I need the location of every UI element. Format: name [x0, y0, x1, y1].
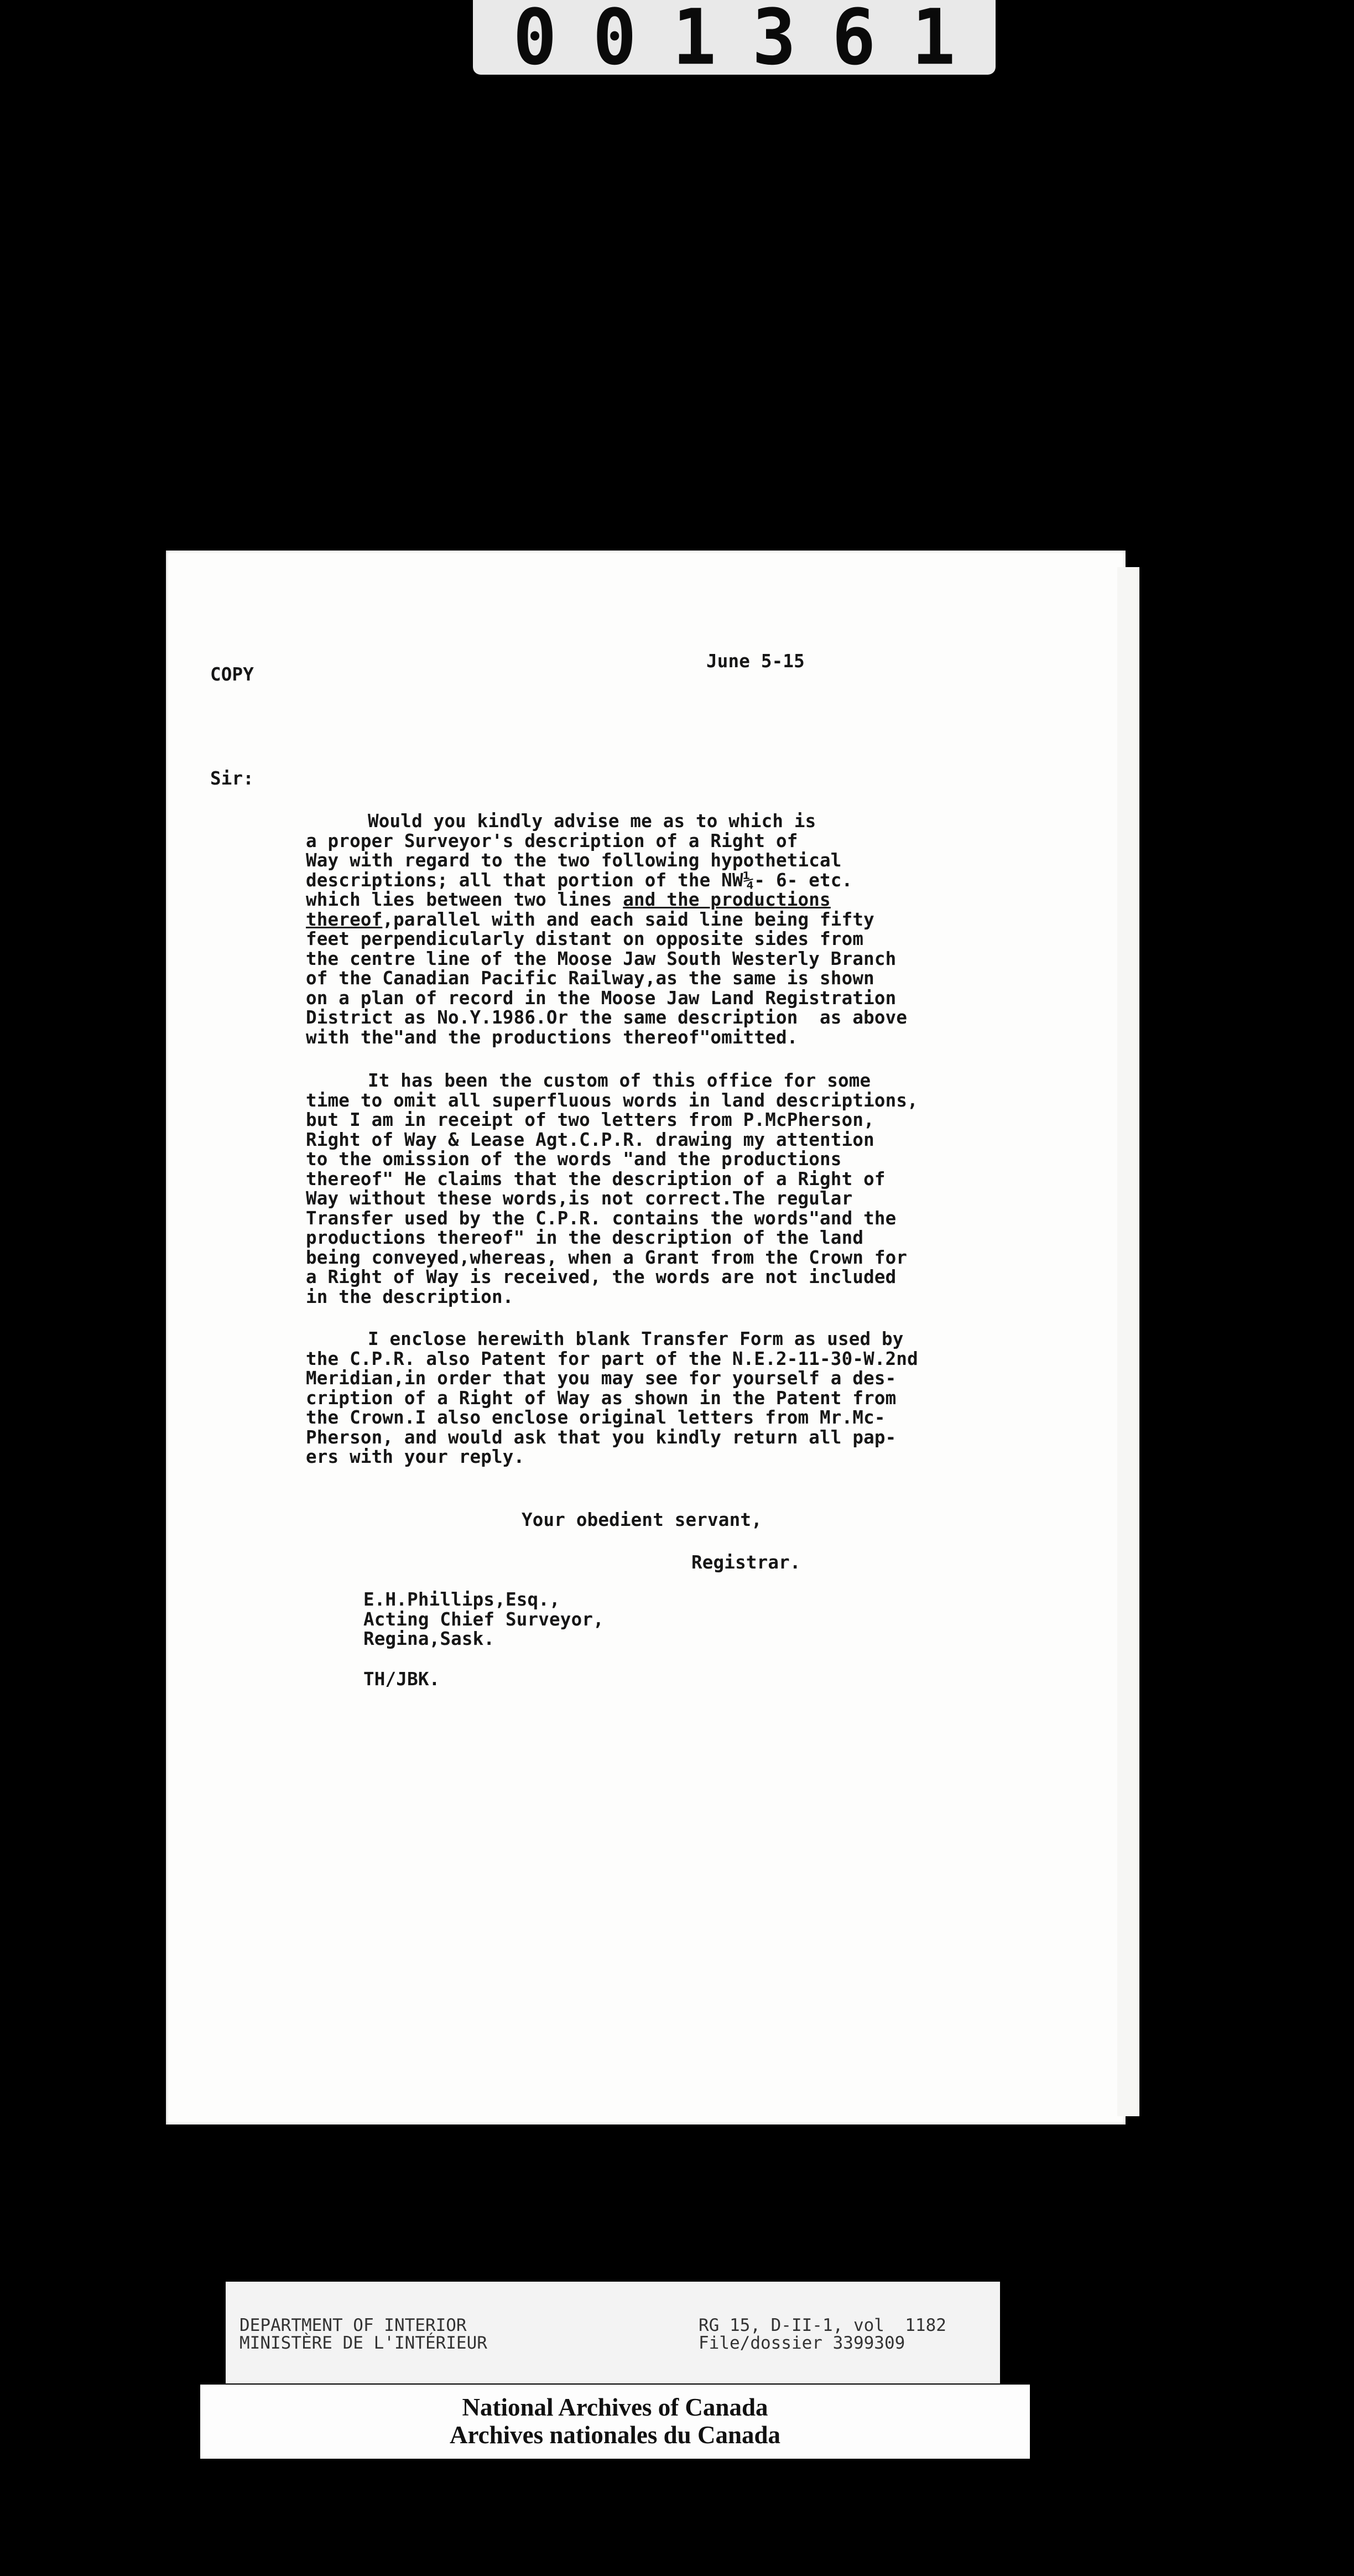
text-line: descriptions; all that portion of the NW¼- 6- etc. — [306, 869, 853, 891]
department-en: DEPARTMENT OF INTERIOR — [239, 2315, 467, 2335]
addressee-line: Acting Chief Surveyor, — [363, 1608, 604, 1630]
reference-box — [226, 2282, 1000, 2383]
frame-digit: 0 — [592, 0, 637, 82]
file-number: File/dossier 3399309 — [699, 2333, 905, 2353]
archives-english: National Archives of Canada — [462, 2393, 768, 2421]
text-line: to the omission of the words "and the productions — [306, 1149, 842, 1170]
text-line: a proper Surveyor's description of a Right of — [306, 830, 798, 851]
text-line: cription of a Right of Way as shown in the Patent from — [306, 1387, 897, 1409]
department-fr: MINISTÈRE DE L'INTÉRIEUR — [239, 2333, 487, 2353]
frame-digit: 6 — [831, 0, 876, 82]
text-line: Way without these words,is not correct.The regular — [306, 1188, 853, 1209]
text-line: District as No.Y.1986.Or the same description as above — [306, 1007, 908, 1028]
text-line: the Crown.I also enclose original letters from Mr.Mc- — [306, 1407, 886, 1428]
frame-digit: 1 — [672, 0, 717, 82]
text-line: ers with your reply. — [306, 1446, 525, 1467]
initials: TH/JBK. — [363, 1669, 440, 1690]
text-line: productions thereof" in the description of the land — [306, 1227, 864, 1248]
frame-digit: 3 — [752, 0, 796, 82]
text-line: in the description. — [306, 1286, 514, 1307]
department-name — [239, 2317, 487, 2352]
paragraph-1 — [306, 811, 908, 1048]
record-group: RG 15, D-II-1, vol 1182 — [699, 2315, 946, 2335]
file-reference — [699, 2317, 946, 2352]
text-line: being conveyed,whereas, when a Grant from the Crown for — [306, 1247, 908, 1268]
text-line: Right of Way & Lease Agt.C.P.R. drawing my attention — [306, 1129, 874, 1150]
text-line: Pherson, and would ask that you kindly return all pap- — [306, 1426, 897, 1448]
text-line: I enclose herewith blank Transfer Form as used by — [368, 1328, 904, 1349]
salutation: Sir: — [210, 768, 254, 789]
text-line: but I am in receipt of two letters from P.McPherson, — [306, 1109, 874, 1130]
addressee-line: Regina,Sask. — [363, 1628, 495, 1649]
text-line: Way with regard to the two following hypothetical — [306, 850, 842, 871]
text-line: of the Canadian Pacific Railway,as the same is shown — [306, 968, 874, 989]
text-line: ,parallel with and each said line being fifty — [382, 908, 874, 930]
frame-digit: 1 — [912, 0, 956, 82]
closing: Your obedient servant, — [522, 1509, 762, 1530]
underlined-text: thereof — [306, 908, 383, 930]
archives-french: Archives nationales du Canada — [449, 2421, 781, 2449]
text-line: Would you kindly advise me as to which is — [368, 811, 816, 832]
text-line: which lies between two lines — [306, 889, 623, 910]
text-line: Meridian,in order that you may see for yourself a des- — [306, 1368, 897, 1389]
paragraph-3 — [306, 1328, 918, 1467]
text-line: time to omit all superfluous words in land descriptions, — [306, 1089, 918, 1111]
text-line: the C.P.R. also Patent for part of the N.E.2-11-30-W.2nd — [306, 1348, 918, 1369]
paragraph-2 — [306, 1070, 918, 1307]
underlined-text: and the productions — [623, 889, 831, 910]
text-line: Transfer used by the C.P.R. contains the words"and the — [306, 1207, 897, 1229]
text-line: the centre line of the Moose Jaw South Westerly Branch — [306, 948, 897, 969]
text-line: It has been the custom of this office for some — [368, 1070, 871, 1091]
archives-label — [200, 2385, 1030, 2459]
addressee — [363, 1590, 604, 1649]
text-line: thereof" He claims that the description of a Right of — [306, 1168, 886, 1190]
letter-date: June 5-15 — [706, 651, 805, 672]
text-line: a Right of Way is received, the words are not included — [306, 1266, 897, 1287]
signature: Registrar. — [691, 1552, 801, 1573]
copy-label: COPY — [210, 664, 254, 685]
text-line: with the"and the productions thereof"omitted. — [306, 1026, 798, 1048]
addressee-line: E.H.Phillips,Esq., — [363, 1589, 560, 1610]
text-line: feet perpendicularly distant on opposite sides from — [306, 928, 864, 949]
frame-digit: 0 — [513, 0, 557, 82]
text-line: on a plan of record in the Moose Jaw Land Registration — [306, 987, 897, 1009]
frame-number-label — [473, 0, 996, 82]
